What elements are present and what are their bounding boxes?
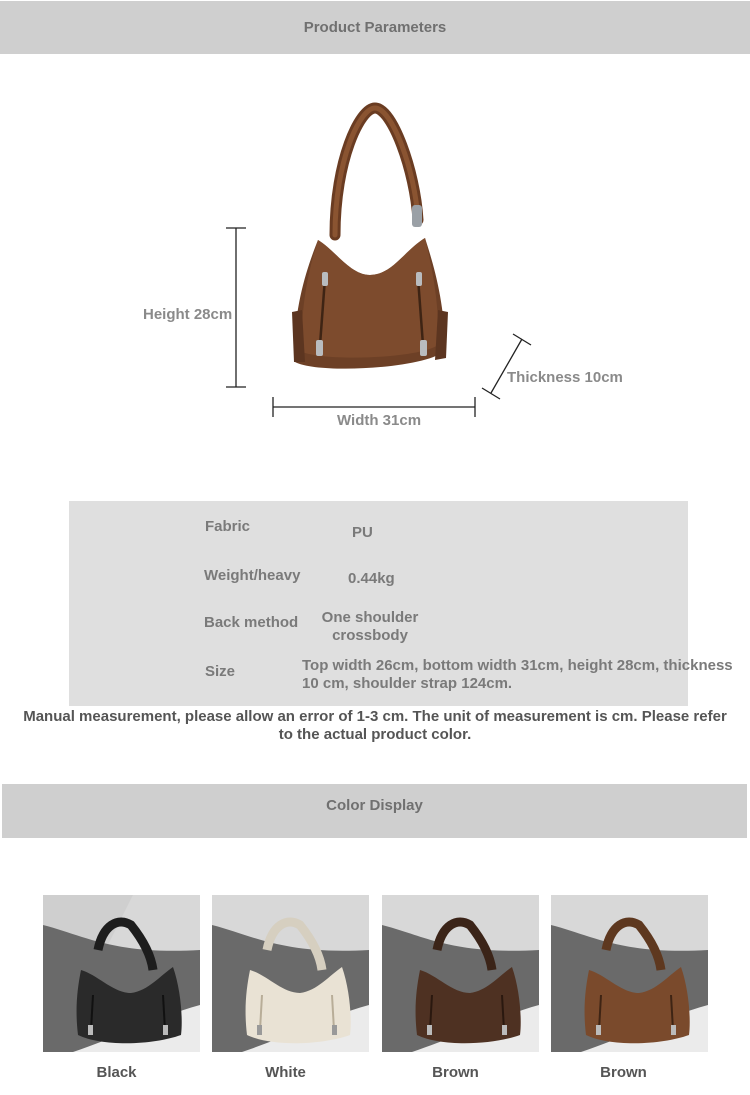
color-display-header: Color Display (2, 784, 747, 838)
color-swatch-brown[interactable] (551, 895, 708, 1052)
product-parameters-header: Product Parameters (0, 1, 750, 54)
color-swatch-white[interactable] (212, 895, 369, 1052)
spec-key-fabric: Fabric (205, 518, 251, 535)
width-label: Width 31cm (337, 412, 422, 429)
bag-photo (212, 895, 369, 1052)
spec-value-weight: 0.44kg (348, 570, 395, 587)
color-label-brown: Brown (600, 1064, 647, 1081)
spec-value-size: Top width 26cm, bottom width 31cm, height 28cm, thickness 10 cm, shoulder strap 124cm. (302, 657, 733, 692)
bag-photo (43, 895, 200, 1052)
bag-photo (551, 895, 708, 1052)
spec-key-size: Size (205, 663, 236, 680)
spec-key-weight: Weight/heavy (204, 567, 301, 584)
color-label-dark-brown: Brown (432, 1064, 479, 1081)
hero-bag-image (280, 100, 460, 380)
color-label-white: White (265, 1064, 306, 1081)
measurement-note: Manual measurement, please allow an error of 1-3 cm. The unit of measurement is cm. Please refer to the actual product color. (23, 708, 727, 743)
bag-photo (382, 895, 539, 1052)
thickness-label: Thickness 10cm (507, 369, 623, 386)
color-swatch-black[interactable] (43, 895, 200, 1052)
spec-key-back-method: Back method (204, 614, 299, 631)
color-swatch-dark-brown[interactable] (382, 895, 539, 1052)
color-label-black: Black (96, 1064, 137, 1081)
spec-value-fabric: PU (352, 524, 373, 541)
height-label: Height 28cm (143, 306, 233, 323)
spec-value-back-method: One shoulder crossbody (321, 609, 419, 644)
